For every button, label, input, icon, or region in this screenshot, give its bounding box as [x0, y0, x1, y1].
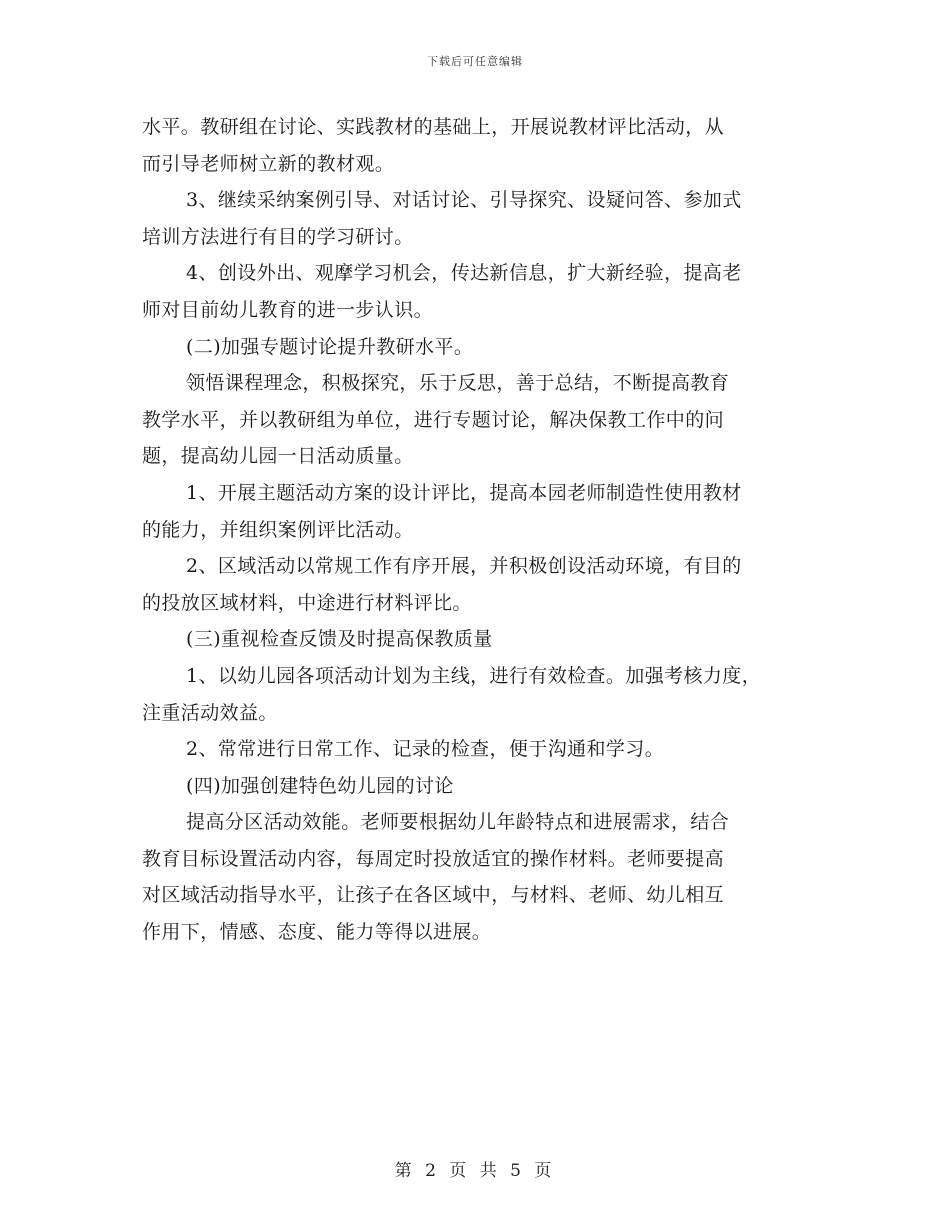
text-line: 的能力，并组织案例评比活动。: [142, 518, 414, 541]
document-body: [142, 111, 812, 953]
text-line: 4、创设外出、观摩学习机会，传达新信息，扩大新经验，提高老: [186, 262, 742, 285]
text-line: (四)加强创建特色幼儿园的讨论: [186, 774, 454, 797]
text-line: 作用下，情感、态度、能力等得以进展。: [142, 921, 492, 944]
text-line: 注重活动效益。: [142, 701, 278, 724]
text-line: 提高分区活动效能。老师要根据幼儿年龄特点和进展需求，结合: [186, 811, 730, 834]
text-line: (三)重视检查反馈及时提高保教质量: [186, 628, 493, 651]
text-line: (二)加强专题讨论提升教研水平。: [186, 335, 474, 358]
text-line: 培训方法进行有目的学习研讨。: [142, 225, 414, 248]
text-line: 水平。教研组在讨论、实践教材的基础上，开展说教材评比活动，从: [142, 116, 725, 138]
text-line: 3、继续采纳案例引导、对话讨论、引导探究、设疑问答、参加式: [186, 189, 742, 212]
text-line: 1、开展主题活动方案的设计评比，提高本园老师制造性使用教材: [186, 481, 742, 504]
text-line: 师对目前幼儿教育的进一步认识。: [142, 298, 434, 321]
text-line: 教育目标设置活动内容，每周定时投放适宜的操作材料。老师要提高: [142, 847, 725, 870]
text-line: 教学水平，并以教研组为单位，进行专题讨论，解决保教工作中的问: [142, 408, 725, 431]
text-line: 2、常常进行日常工作、记录的检查，便于沟通和学习。: [186, 738, 665, 761]
text-line: 1、以幼儿园各项活动计划为主线，进行有效检查。加强考核力度，: [186, 664, 762, 687]
text-line: 而引导老师树立新的教材观。: [142, 152, 395, 175]
text-line: 题，提高幼儿园一日活动质量。: [142, 445, 414, 468]
text-line: 的投放区域材料，中途进行材料评比。: [142, 591, 472, 614]
page-header: 下载后可任意编辑: [427, 55, 523, 68]
text-line: 2、区域活动以常规工作有序开展，并积极创设活动环境，有目的: [186, 555, 742, 578]
page-footer: 第 2 页 共 5 页: [394, 1161, 556, 1181]
text-line: 领悟课程理念，积极探究，乐于反思，善于总结，不断提高教育: [186, 372, 730, 395]
text-line: 对区域活动指导水平，让孩子在各区域中，与材料、老师、幼儿相互: [142, 884, 725, 907]
